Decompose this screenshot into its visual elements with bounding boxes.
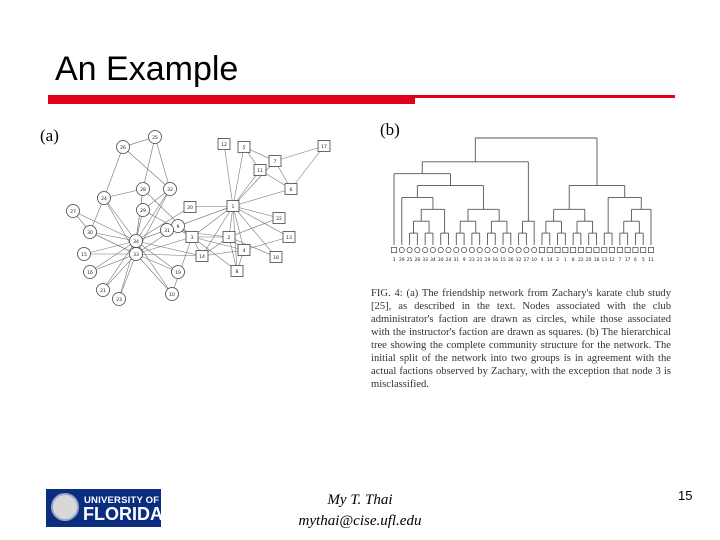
dendrogram-leaf-9	[461, 247, 466, 263]
leaf-circle-icon	[415, 247, 420, 252]
dendrogram-leaf-label: 2	[556, 258, 559, 263]
network-node-label: 13	[286, 236, 292, 241]
network-node-label: 25	[152, 136, 158, 141]
leaf-square-icon	[633, 247, 638, 252]
network-node-32	[164, 183, 177, 196]
network-edge	[103, 241, 136, 290]
network-node-label: 17	[321, 145, 327, 150]
leaf-circle-icon	[423, 247, 428, 252]
seal-icon	[51, 493, 79, 521]
dendrogram-leaf-label: 6	[634, 258, 637, 263]
network-node-label: 4	[242, 249, 246, 254]
leaf-circle-icon	[493, 247, 498, 252]
dendrogram-leaf-24	[446, 247, 452, 263]
leaf-circle-icon	[454, 247, 459, 252]
leaf-square-icon	[555, 247, 560, 252]
network-node-label: 8	[235, 270, 239, 275]
dendrogram-leaf-label: 17	[624, 258, 631, 263]
network-node-label: 9	[176, 225, 180, 230]
network-node-18	[270, 252, 282, 263]
dendrogram-leaf-label: 30	[437, 258, 444, 263]
network-edge	[202, 206, 233, 256]
network-edge	[103, 254, 136, 290]
network-node-label: 24	[101, 197, 107, 202]
dendrogram-leaf-25	[407, 247, 413, 263]
dendrogram-leaf-label: 24	[445, 258, 452, 263]
dendrogram-leaf-label: 13	[601, 258, 608, 263]
dendrogram-leaf-34	[430, 247, 436, 263]
dendrogram-leaf-label: 12	[609, 258, 615, 263]
network-node-label: 16	[87, 271, 93, 276]
network-node-7	[269, 156, 281, 167]
dendrogram-leaf-label: 21	[476, 258, 483, 263]
dendrogram-leaf-label: 31	[453, 258, 460, 263]
dendrogram-leaf-label: 14	[546, 258, 553, 263]
footer-email: mythai@cise.ufl.edu	[298, 513, 422, 529]
network-node-5	[238, 142, 250, 153]
panel-b-label: (b)	[380, 120, 400, 139]
network-node-label: 29	[140, 209, 146, 214]
dendrogram-leaf-7	[617, 247, 622, 263]
network-node-34	[130, 235, 143, 248]
network-edge	[233, 147, 244, 206]
dendrogram-leaf-label: 8	[571, 258, 575, 263]
leaf-square-icon	[617, 247, 622, 252]
network-edge	[104, 198, 136, 241]
leaf-square-icon	[547, 247, 552, 252]
leaf-circle-icon	[469, 247, 474, 252]
dendrogram-leaf-19	[485, 247, 491, 263]
network-node-label: 30	[87, 231, 93, 236]
network-node-label: 5	[242, 146, 246, 151]
dendrogram-leaf-4	[539, 247, 544, 263]
network-node-2	[223, 232, 235, 243]
network-node-label: 21	[100, 289, 106, 294]
dendrogram-leaf-label: 34	[430, 258, 436, 263]
footer-author: My T. Thai	[327, 492, 393, 508]
network-node-29	[137, 204, 150, 217]
leaf-circle-icon	[461, 247, 466, 252]
network-node-label: 14	[199, 255, 205, 260]
footer-author-block	[260, 490, 460, 532]
network-node-label: 28	[140, 188, 146, 193]
network-edge	[73, 211, 136, 241]
dendrogram-leaf-21	[477, 247, 483, 263]
network-node-27	[67, 205, 80, 218]
dendrogram-leaf-label: 22	[578, 258, 584, 263]
dendrogram-leaf-12	[609, 247, 615, 263]
dendrogram-leaf-32	[516, 247, 522, 263]
dendrogram-leaf-label: 7	[618, 258, 622, 263]
dendrogram-leaf-29	[399, 247, 405, 263]
network-node-label: 2	[227, 236, 231, 241]
slide-title: An Example	[55, 50, 239, 88]
network-node-label: 11	[257, 169, 263, 174]
network-edge	[224, 144, 233, 206]
network-edge	[136, 237, 192, 254]
network-node-8	[231, 266, 243, 277]
leaf-circle-icon	[524, 247, 529, 252]
network-node-30	[84, 226, 97, 239]
network-edge	[190, 206, 233, 207]
leaf-square-icon	[578, 247, 583, 252]
network-node-12	[218, 139, 230, 150]
leaf-circle-icon	[485, 247, 490, 252]
logo-text-top: UNIVERSITY OF	[84, 495, 160, 506]
university-logo	[46, 489, 161, 527]
figure-caption: FIG. 4: (a) The friendship network from Zachary's karate club study [25], as described in the text. Nodes associated with the club administrator's faction are drawn as circles, while those associated with the instructor's faction are drawn as squares. (b) The hierarchical tree showing the complete community structure for the network. The initial split of the network into two groups is in agreement with the actual factions observed by Zachary, with the exception that node 3 is misclassified.	[371, 288, 671, 390]
network-node-15	[78, 248, 91, 261]
network-edge	[291, 146, 324, 189]
network-edge	[136, 254, 172, 294]
network-node-label: 19	[175, 271, 181, 276]
dendrogram-leaf-label: 23	[469, 258, 475, 263]
dendrogram-leaf-2	[555, 247, 560, 263]
network-edges	[73, 137, 324, 299]
dendrogram-leaf-27	[524, 247, 530, 263]
dendrogram-leaf-label: 3	[392, 258, 396, 263]
network-node-28	[137, 183, 150, 196]
network-node-label: 23	[116, 298, 122, 303]
dendrogram-leaf-15	[500, 247, 506, 263]
leaf-square-icon	[586, 247, 591, 252]
network-edge	[136, 241, 172, 294]
dendrogram-leaf-31	[454, 247, 460, 263]
network-node-23	[113, 293, 126, 306]
dendrogram-leaf-label: 27	[523, 258, 530, 263]
leaf-circle-icon	[407, 247, 412, 252]
network-edge	[119, 254, 136, 299]
leaf-square-icon	[594, 247, 599, 252]
dendrogram-leaf-label: 1	[563, 258, 567, 263]
network-node-label: 12	[221, 143, 227, 148]
dendrogram-leaf-label: 11	[648, 258, 654, 263]
dendrogram-leaf-1	[563, 247, 568, 263]
network-edge	[172, 237, 192, 294]
network-edge	[123, 147, 170, 189]
leaf-circle-icon	[500, 247, 505, 252]
dendrogram-leaf-label: 15	[500, 258, 506, 263]
leaf-circle-icon	[438, 247, 443, 252]
dendrogram-leaf-label: 10	[531, 258, 537, 263]
network-node-13	[283, 232, 295, 243]
leaf-square-icon	[625, 247, 630, 252]
dendrogram-leaf-label: 29	[398, 258, 405, 263]
leaf-square-icon	[648, 247, 653, 252]
leaf-circle-icon	[508, 247, 513, 252]
dendrogram-leaf-22	[578, 247, 584, 263]
network-edge	[244, 237, 289, 250]
dendrogram-leaf-label: 5	[641, 258, 645, 263]
network-node-label: 32	[167, 188, 173, 193]
dendrogram-leaf-label: 9	[462, 258, 466, 263]
network-node-22	[273, 213, 285, 224]
dendrogram-leaf-23	[469, 247, 475, 263]
dendrogram-leaf-16	[492, 247, 498, 263]
leaf-square-icon	[391, 247, 396, 252]
dendrogram-leaf-label: 32	[515, 258, 522, 263]
dendrogram	[391, 138, 654, 263]
network-node-label: 20	[187, 206, 193, 211]
network-node-label: 3	[190, 236, 194, 241]
network-node-label: 6	[289, 188, 293, 193]
dendrogram-leaf-17	[625, 247, 631, 263]
dendrogram-leaf-14	[547, 247, 553, 263]
dendrogram-leaf-3	[391, 247, 396, 263]
network-edge	[233, 189, 291, 206]
dendrogram-leaf-10	[531, 247, 537, 263]
dendrogram-leaf-13	[601, 247, 607, 263]
dendrogram-leaf-label: 4	[540, 258, 544, 263]
network-edge	[155, 137, 170, 189]
network-edge	[90, 232, 136, 241]
network-node-label: 26	[120, 146, 126, 151]
leaf-circle-icon	[399, 247, 404, 252]
network-node-1	[227, 201, 239, 212]
network-node-26	[117, 141, 130, 154]
logo-text-bottom: FLORIDA	[83, 504, 163, 524]
leaf-circle-icon	[477, 247, 482, 252]
network-edge	[143, 137, 155, 189]
network-node-25	[149, 131, 162, 144]
leaf-square-icon	[571, 247, 576, 252]
network-node-label: 33	[133, 253, 139, 258]
network-node-label: 1	[231, 205, 235, 210]
network-node-14	[196, 251, 208, 262]
page-number: 15	[678, 488, 693, 503]
network-node-4	[238, 245, 250, 256]
dendrogram-leaf-33	[422, 247, 428, 263]
dendrogram-leaf-label: 28	[414, 258, 421, 263]
dendrogram-leaf-label: 18	[593, 258, 600, 263]
network-node-24	[98, 192, 111, 205]
network-node-label: 18	[273, 256, 279, 261]
network-node-6	[285, 184, 297, 195]
network-node-label: 27	[70, 210, 76, 215]
panel-a-label: (a)	[40, 126, 59, 145]
dendrogram-leaf-30	[438, 247, 444, 263]
network-node-20	[184, 202, 196, 213]
leaf-square-icon	[602, 247, 607, 252]
network-node-label: 22	[276, 217, 282, 222]
network-node-21	[97, 284, 110, 297]
dendrogram-leaf-6	[633, 247, 638, 263]
network-node-10	[166, 288, 179, 301]
network-node-19	[172, 266, 185, 279]
leaf-circle-icon	[446, 247, 451, 252]
network-node-label: 7	[273, 160, 277, 165]
network-node-label: 15	[81, 253, 87, 258]
leaf-circle-icon	[430, 247, 435, 252]
network-node-label: 31	[164, 229, 170, 234]
dendrogram-leaf-label: 19	[484, 258, 491, 263]
dendrogram-leaf-11	[648, 247, 654, 263]
network-node-33	[130, 248, 143, 261]
dendrogram-leaf-8	[571, 247, 576, 263]
network-edge	[104, 147, 123, 198]
dendrogram-leaf-5	[641, 247, 646, 263]
leaf-circle-icon	[532, 247, 537, 252]
network-node-16	[84, 266, 97, 279]
network-nodes	[67, 131, 331, 306]
network-node-label: 10	[169, 293, 175, 298]
network-node-17	[318, 141, 330, 152]
dendrogram-leaf-label: 33	[422, 258, 428, 263]
network-node-11	[254, 165, 266, 176]
dendrogram-leaf-label: 26	[508, 258, 514, 263]
network-node-31	[161, 224, 174, 237]
leaf-square-icon	[539, 247, 544, 252]
dendrogram-leaf-26	[508, 247, 514, 263]
network-edge	[275, 146, 324, 161]
leaf-circle-icon	[516, 247, 521, 252]
network-node-3	[186, 232, 198, 243]
dendrogram-leaf-label: 25	[406, 258, 413, 263]
dendrogram-leaf-20	[586, 247, 592, 263]
dendrogram-leaf-label: 16	[492, 258, 499, 263]
dendrogram-leaf-18	[594, 247, 600, 263]
dendrogram-leaf-28	[415, 247, 421, 263]
network-edge	[233, 206, 279, 218]
network-node-label: 34	[133, 240, 139, 245]
leaf-square-icon	[641, 247, 646, 252]
dendrogram-leaf-label: 20	[585, 258, 592, 263]
leaf-square-icon	[609, 247, 614, 252]
leaf-square-icon	[563, 247, 568, 252]
